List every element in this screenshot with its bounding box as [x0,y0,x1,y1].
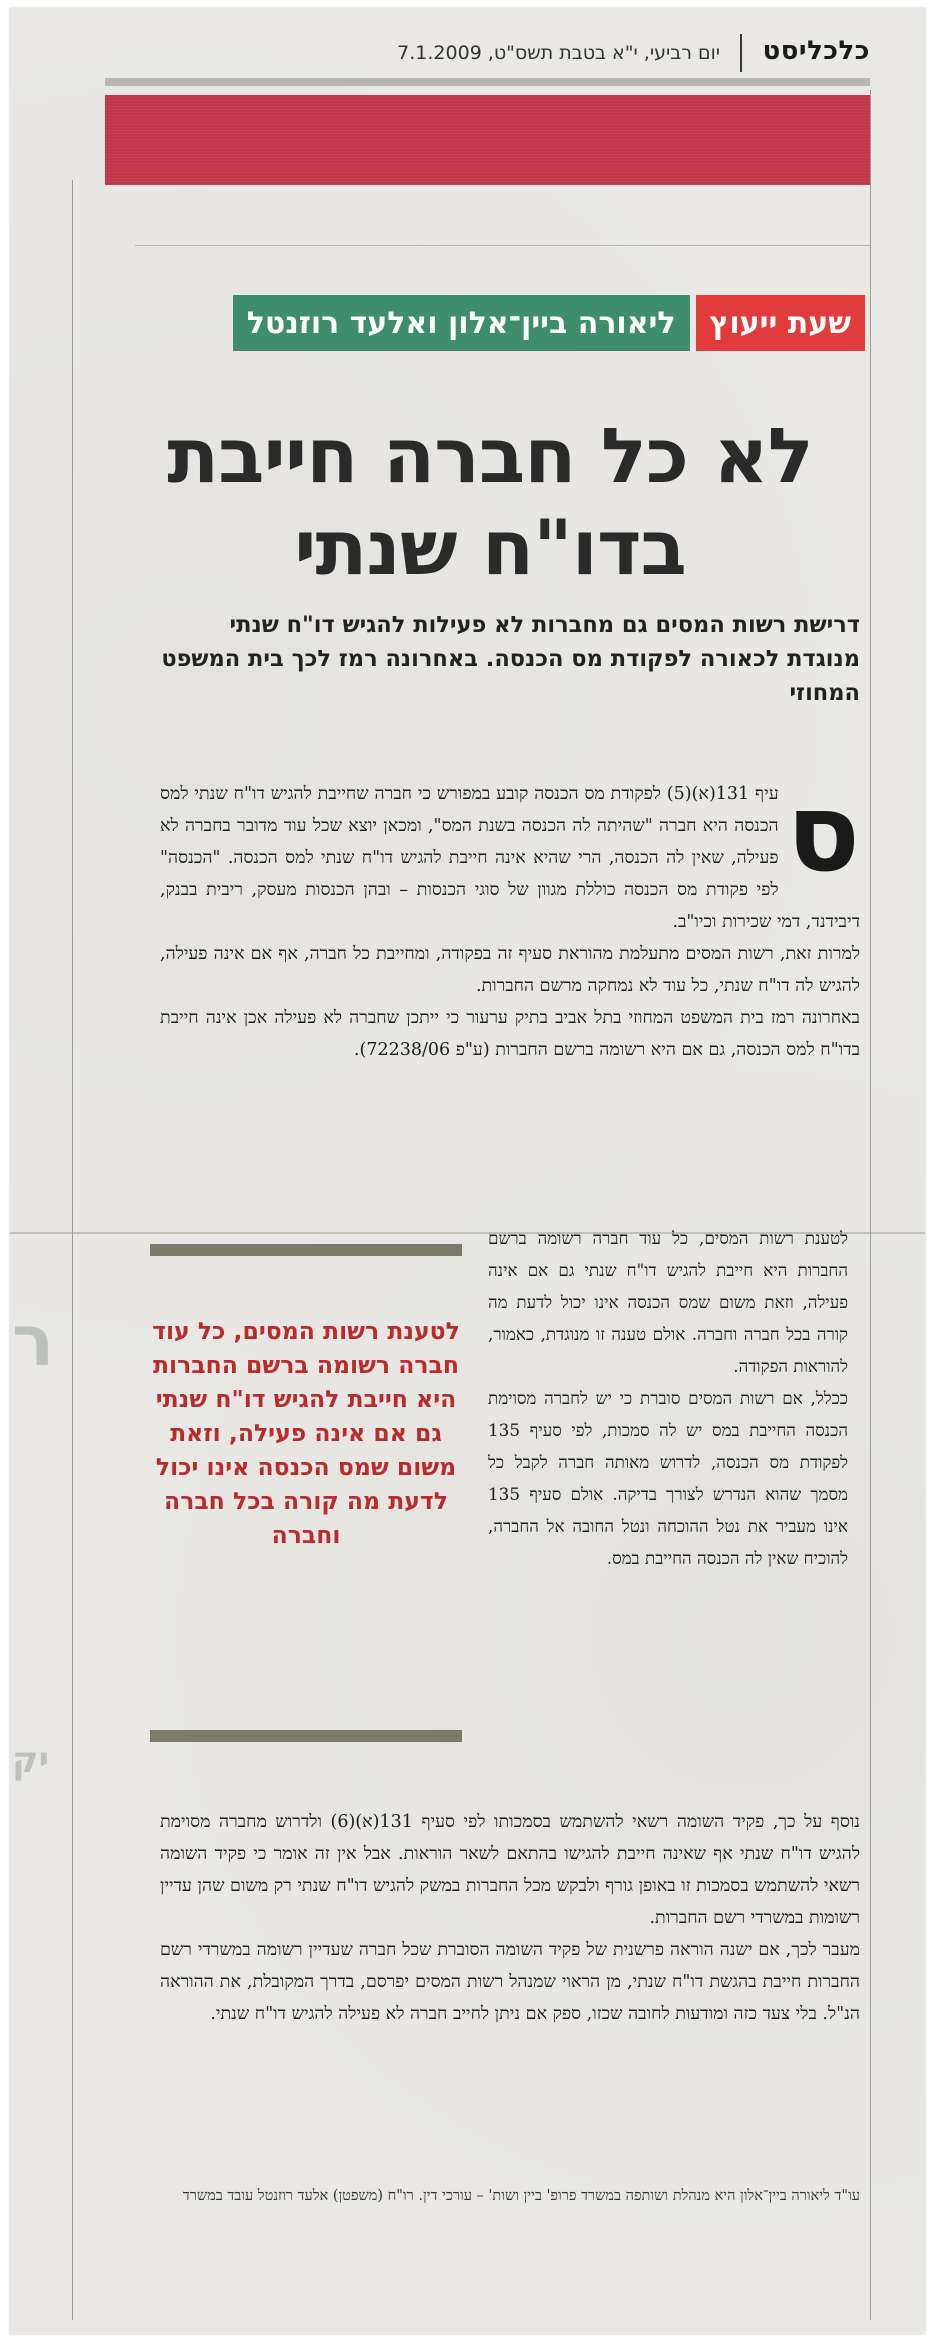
headline-line-1: לא כל חברה חייבת [167,411,813,500]
article-subtitle: דרישת רשות המסים גם מחברות לא פעילות להגיש דו"ח שנתי מנוגדת לכאורה לפקודת מס הכנסה. באחרונה רמז לכך בית המשפט המחוזי [161,612,860,706]
page-header [100,30,870,80]
paragraph-3: באחרונה רמז בית המשפט המחוזי בתל אביב בתיק ערעור כי ייתכן שחברה לא פעילה אכן אינה חייבת בדו"ח למס הכנסה, גם אם היא רשומה ברשם החברות (ע"פ 72238/06). [160,1008,860,1060]
header-rule [105,78,870,86]
article-body-top [160,771,860,1066]
article-headline [120,410,860,594]
paragraph-5: ככלל, אם רשות המסים סוברת כי יש לחברה מסוימת הכנסה החייבת במס יש לה סמכות, לפי סעיף 135 לפקודת מס הכנסה, לדרוש מאותה חברה לקבל כל מסמך שהוא הנדרש לצורך בדיקה. אולם סעיף 135 אינו מעביר את נטל ההוכחה ונטל החובה אל החברה, להוכיח שאין לה הכנסה החייבת במס. [488,1388,848,1568]
paragraph-2: למרות זאת, רשות המסים מתעלמת מהוראת סעיף זה בפקודה, ומחייבת כל חברה, אף אם אינה פעילה, להגיש לה דו"ח שנתי, כל עוד לא נמחקה מרשם החברות. [160,944,860,996]
headline-line-2: בדו"ח שנתי [294,503,686,592]
bleed-through-text: יק [12,1740,50,1781]
pull-quote-bottom-rule [150,1730,462,1742]
author-note: עו"ד ליאורה ביין־אלון היא מנהלת ושותפה במשרד פרופ' ביין ושות' – עורכי דין. רו"ח (משפטן) אלעד רוזנטל עובד במשרד [182,2188,860,2204]
article-body-bottom [160,1806,860,2030]
red-banner [105,95,870,185]
section-tag-row [145,295,865,351]
column-frame-top [135,245,870,246]
masthead-divider [740,34,742,72]
masthead-logo: כלכליסט [762,36,870,66]
paragraph-7: מעבר לכך, אם ישנה הוראה פרשנית של פקיד השומה הסוברת שכל חברה שעדיין רשומה במשרדי רשם החברות חייבת בהגשת דו"ח שנתי, מן הראוי שמנהל רשות המסים יפרסם, בדרך המקובלת, את ההוראה הנ"ל. בלי צעד כזה ומודעות לחובה שכזו, ספק אם ניתן לחייב חברה לא פעילה להגיש דו"ח שנתי. [160,1940,860,2024]
column-frame-left [72,180,73,2320]
paragraph-1: עיף 131(א)(5) לפקודת מס הכנסה קובע במפורש כי חברה שחייבת להגיש דו"ח שנתי למס הכנסה היא חברה "שהיתה לה הכנסה בשנת המס", ומכאן יוצא שכל עוד מדובר בחברה לא פעילה, שאין לה הכנסה, הרי שהיא אינה חייבת להגיש דו"ח שנתי למס הכנסה. "הכנסה" לפי פקודת מס הכנסה כוללת מגוון של סוגי הכנסות – ובהן הכנסות מעסק, ריבית בבנק, דיבידנד, דמי שכירות וכיו"ב. [160,784,860,932]
authors-tag: ליאורה ביין־אלון ואלעד רוזנטל [233,295,690,351]
section-tag: שעת ייעוץ [696,295,865,351]
column-frame-right [870,90,871,2320]
paragraph-4: לטענת רשות המסים, כל עוד חברה רשומה ברשם החברות היא חייבת להגיש דו"ח שנתי גם אם אינה פעילה, וזאת משום שמס הכנסה אינו יכול לדעת מה קורה בכל חברה וחברה. אולם טענה זו מנוגדת, כאמור, להוראות הפקודה. [488,1228,848,1376]
bleed-through-text: ר [12,1300,55,1382]
article-body-narrow-column [488,1222,848,1574]
pull-quote-top-rule [150,1244,462,1256]
issue-date: יום רביעי, י"א בטבת תשס"ט, 7.1.2009 [397,42,720,64]
drop-cap: ס [786,771,860,896]
pull-quote: לטענת רשות המסים, כל עוד חברה רשומה ברשם החברות היא חייבת להגיש דו"ח שנתי גם אם אינה פעילה, וזאת משום שמס הכנסה אינו יכול לדעת מה קורה בכל חברה וחברה [152,1317,460,1549]
paragraph-6: נוסף על כך, פקיד השומה רשאי להשתמש בסמכותו לפי סעיף 131(א)(6) ולדרוש מחברה מסוימת להגיש דו"ח שנתי אף שאינה חייבת להגישו בהתאם לשאר הוראות. אבל אין זה אומר כי פקיד השומה רשאי להשתמש בסמכות זו באופן גורף ולבקש מכל החברות במשק להגיש דו"ח שנתי רק משום שהן עדיין רשומות במשרדי רשם החברות. [160,1812,860,1928]
